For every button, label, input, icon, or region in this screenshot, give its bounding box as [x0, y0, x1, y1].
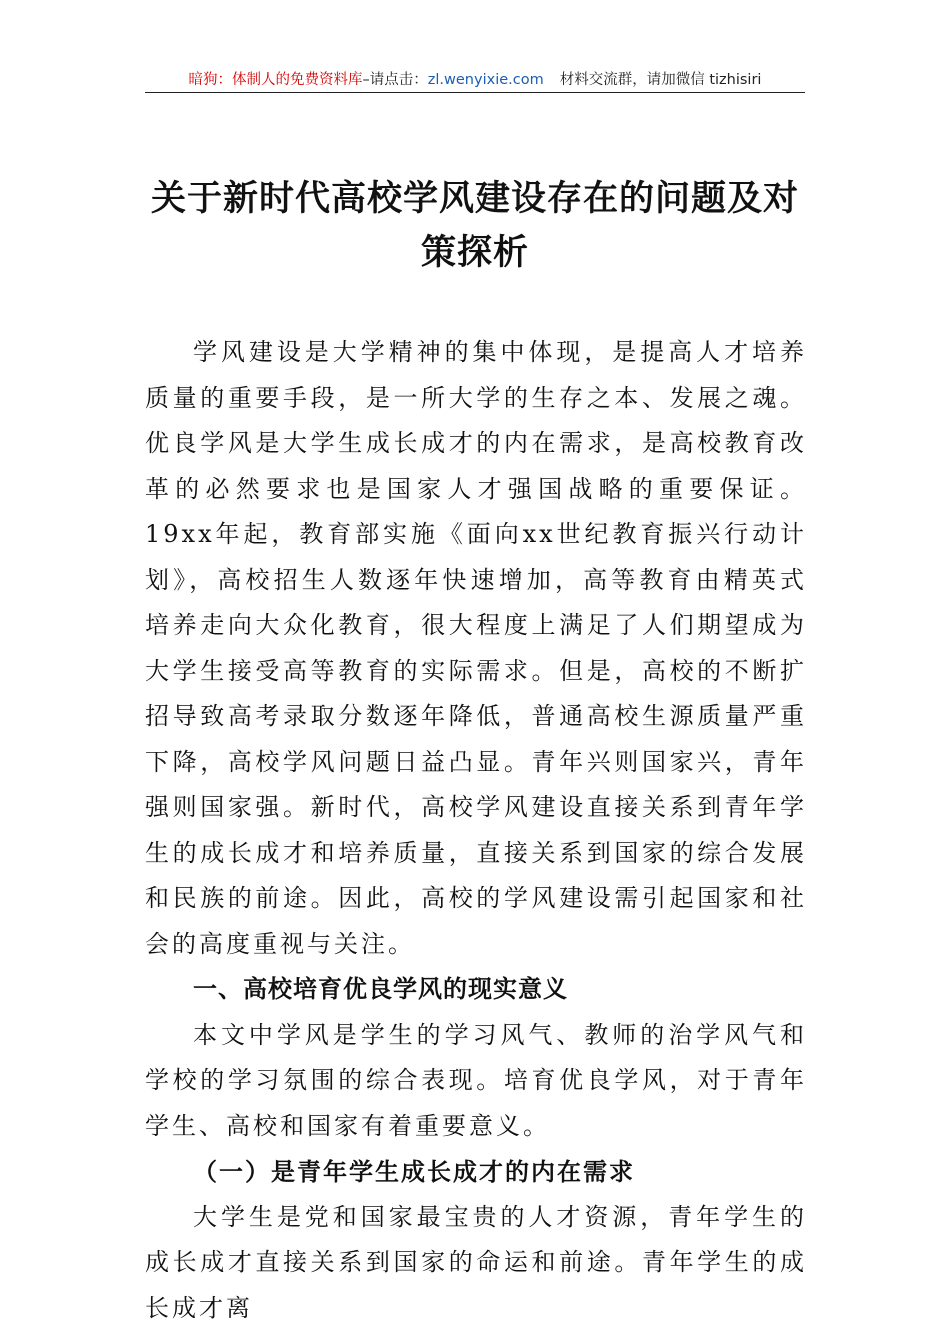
site-url-link[interactable]: zl.wenyixie.com: [427, 72, 544, 88]
subsection-heading-1: （一）是青年学生成长成才的内在需求: [193, 1157, 635, 1186]
document-body: [145, 330, 807, 1331]
group-contact-text: 材料交流群，请加微信 tizhisiri: [559, 72, 762, 88]
subsection-1-paragraph: 大学生是党和国家最宝贵的人才资源，青年学生的成长成才直接关系到国家的命运和前途。青年学生的成长成才离: [145, 1202, 807, 1322]
site-name: 暗狗：体制人的免费资料库: [188, 72, 363, 88]
intro-paragraph: 学风建设是大学精神的集中体现，是提高人才培养质量的重要手段，是一所大学的生存之本、发展之魂。优良学风是大学生成长成才的内在需求，是高校教育改革的必然要求也是国家人才强国战略的重要保证。19xx年起，教育部实施《面向xx世纪教育振兴行动计划》，高校招生人数逐年快速增加，高等教育由精英式培养走向大众化教育，很大程度上满足了人们期望成为大学生接受高等教育的实际需求。但是，高校的不断扩招导致高考录取分数逐年降低，普通高校生源质量严重下降，高校学风问题日益凸显。青年兴则国家兴，青年强则国家强。新时代，高校学风建设直接关系到青年学生的成长成才和培养质量，直接关系到国家的综合发展和民族的前途。因此，高校的学风建设需引起国家和社会的高度重视与关注。: [145, 338, 807, 958]
title-line-1: 关于新时代高校学风建设存在的问题及对: [150, 178, 799, 219]
document-title: [130, 172, 820, 280]
title-line-2: 策探析: [420, 232, 529, 273]
watermark-header: [145, 68, 805, 93]
click-prompt: –请点击：: [362, 72, 428, 88]
section-1-paragraph: 本文中学风是学生的学习风气、教师的治学风气和学校的学习氛围的综合表现。培育优良学风，对于青年学生、高校和国家有着重要意义。: [145, 1020, 807, 1140]
section-heading-1: 一、高校培育优良学风的现实意义: [193, 975, 568, 1003]
